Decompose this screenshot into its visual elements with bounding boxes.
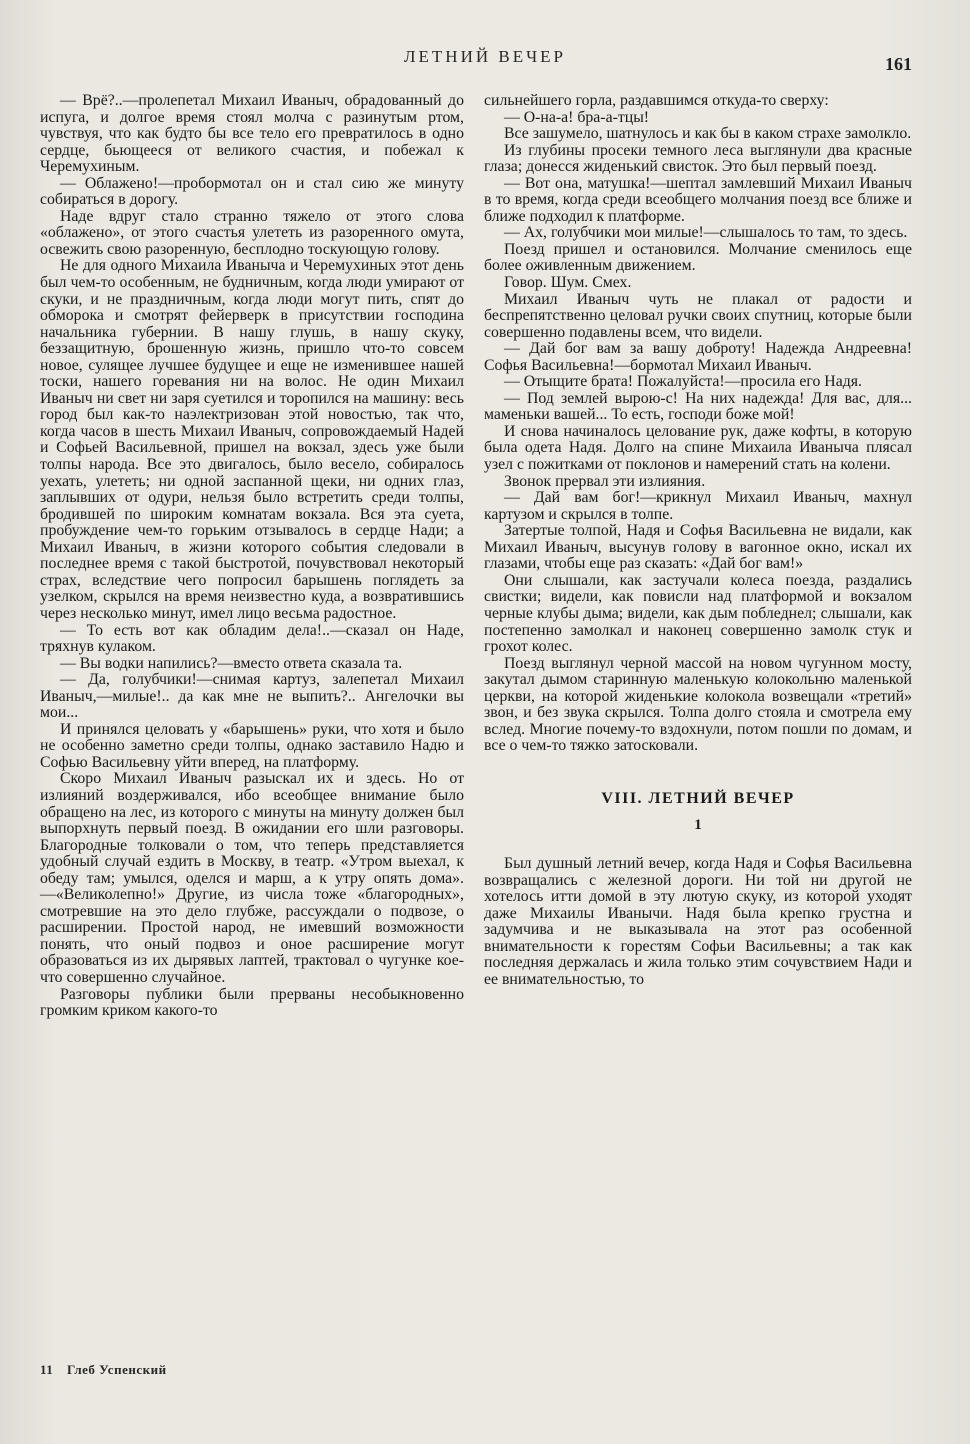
- running-title: ЛЕТНИЙ ВЕЧЕР: [404, 47, 566, 66]
- section-number: 1: [694, 817, 702, 834]
- paragraph: — Под землей вырою-с! На них надежда! Для вас, для... маменьки вашей... То есть, господи боже мой!: [484, 389, 912, 424]
- paragraph: — Да, голубчики!—снимая картуз, залепетал Михаил Иваныч,—милые!.. да как мне не выпить?.. Ангелочки вы мои...: [40, 671, 464, 722]
- paragraph: Из глубины просеки темного леса выглянули два красные глаза; донесся жиденький свисток. Это был первый поезд.: [484, 141, 912, 176]
- paragraph: — О-на-а! бра-а-тцы!: [504, 108, 650, 126]
- paragraph: Был душный летний вечер, когда Надя и Софья Васильевна возвращались с железной дороги. Ни той ни другой не хотелось итти домой в эту лютую скуку, из которой уходят даже Михаилы Иванычи. Надя была крепко грустна и задумчива и не выказывала на этот раз особенной внимательности к горестям Софьи Васильевны; а так как последняя держалась и жила только этим сочувствием Нади и ее внимательностью, то: [484, 854, 912, 988]
- paragraph: — Вы водки напились?—вместо ответа сказала та.: [60, 654, 403, 672]
- paragraph: — Ах, голубчики мои милые!—слышалось то там, то здесь.: [504, 224, 908, 242]
- paragraph: Говор. Шум. Смех.: [504, 274, 632, 292]
- paragraph: Разговоры публики были прерваны несобыкновенно громким криком какого-то: [40, 985, 464, 1020]
- page-footer: [40, 1362, 167, 1378]
- paragraph: — Дай вам бог!—крикнул Михаил Иваныч, махнул картузом и скрылся в толпе.: [484, 489, 912, 523]
- paragraph: И снова начиналось целование рук, даже кофты, в которую была одета Надя. Долго на спине Михаила Иваныча плясал узел с пожитками от поклонов и намерений стать на колени.: [484, 422, 912, 474]
- paragraph: Они слышали, как застучали колеса поезда, раздались свистки; видели, как повисли над платформой и вокзалом черные клубы дыма; видели, как дым побледнел; слышали, как постепенно замолкал и наконец совершенно замолк стук и грохот колес.: [484, 571, 912, 656]
- paragraph: — Дай бог вам за вашу доброту! Надежда Андреевна! Софья Васильевна!—бормотал Михаил Иваныч.: [484, 340, 912, 374]
- paragraph: Затертые толпой, Надя и Софья Васильевна не видали, как Михаил Иваныч, высунув голову в вагонное окно, искал их глазами, чтобы еще раз сказать: «Дай бог вам!»: [484, 522, 912, 573]
- paragraph: Михаил Иваныч чуть не плакал от радости и беспрепятственно целовал ручки своих спутниц, которые были совершенно подавлены всем, что видели.: [484, 290, 912, 341]
- paragraph: — Врё?..—пролепетал Михаил Иваныч, обрадованный до испуга, и долгое время стоял молча с разинутым ртом, чувствуя, что как будто бы все тело его превратилось в одно сердце, бьющееся от великого счастия, и побежал к Черемухиным.: [40, 92, 464, 176]
- paragraph: Не для одного Михаила Иваныча и Черемухиных этот день был чем-то особенным, не будничным, когда люди умирают от скуки, и не праздничным, когда люди могут пить, спят до обморока и смотрят фейерверк в присутствии господина начальника губернии. В нашу глушь, в нашу скуку, беззащитную, брошенную жизнь, пришло что-то совсем новое, сулящее лучшее будущее и еще не изменившее нашей тоски, нашего горевания ни на волос. Не один Михаил Иваныч ни свет ни заря суетился и торопился на машину: весь город был как-то наэлектризован этой новостью, так что, когда часов в шесть Михаил Иваныч, сопровождаемый Надей и Софьей Васильевной, пришел на вокзал, здесь уже были толпы народа. Все это двигалось, было весело, собиралось уехать, улететь; ни одной заспанной щеки, ни одних глаз, заплывших от одури, нельзя было встретить среди толпы, бродившей по широким комнатам вокзала. Вся эта суета, пробуждение чем-то горьким отзывалось в сердце Нади; а Михаил Иваныч, в жизни которого события следовали в последнее время с такой быстротой, почувствовал некоторый страх, вследствие чего попросил барышень поглядеть за узелком, скрылся на время неизвестно куда, а возвратившись через несколько минут, имел лицо весьма радостное.: [40, 257, 464, 622]
- page-number: 161: [885, 54, 912, 74]
- paragraph: Поезд выглянул черной массой на новом чугунном мосту, закутал дымом старинную маленькую колокольню маленькой церкви, на которой жиденькие колокола возвещали «третий» звон, и без звука скрылся. Толпа долго стояла и смотрела ему вслед. Многие почему-то вздохнули, потом пошли по домам, и все о чем-то тяжко затосковали.: [484, 654, 912, 755]
- paragraph: — Вот она, матушка!—шептал замлевший Михаил Иваныч в то время, когда среди всеобщего молчания поезд все ближе и ближе подходил к платформе.: [484, 174, 912, 225]
- paragraph: Звонок прервал эти излияния.: [504, 472, 706, 490]
- paragraph: Наде вдруг стало странно тяжело от этого слова «облажено», от этого счастья улететь из разоренного омута, освежить свою разоренную, бесплодно тоскующую голову.: [40, 207, 464, 258]
- left-column: [40, 93, 464, 1020]
- right-column-text: [484, 93, 912, 755]
- paragraph: — Облажено!—пробормотал он и стал сию же минуту собираться в дорогу.: [40, 174, 464, 209]
- paragraph: И принялся целовать у «барышень» руки, что хотя и было не особенно заметно среди толпы, однако заставило Надю и Софью Васильевну уйти вперед, на платформу.: [40, 720, 464, 771]
- paragraph: Все зашумело, шатнулось и как бы в каком страхе замолкло.: [504, 125, 912, 143]
- chapter-text: [484, 856, 912, 988]
- paragraph: Поезд пришел и остановился. Молчание сменилось еще более оживленным движением.: [484, 240, 912, 275]
- paragraph: — То есть вот как обладим дела!..—сказал он Наде, тряхнув кулаком.: [40, 621, 464, 656]
- paragraph: сильнейшего горла, раздавшимся откуда-то сверху:: [484, 92, 829, 109]
- paragraph: Скоро Михаил Иваныч разыскал их и здесь. Но от излияний воздерживался, ибо всеобщее внимание было обращено на лес, из которого с минуты на минуту должен был выпорхнуть первый поезд. В ожидании его шли разговоры. Благородные толковали о том, что теперь представляется удобный случай ездить в Москву, в театр. «Утром выехал, к обеду там; умылся, оделся и марш, а к утру опять дома».—«Великолепно!» Другие, из числа тоже «благородных», смотревшие на это дело глубже, рассуждали о подвозе, о расширении. Простой народ, не имевший возможности понять, что оный подвоз и оное расширение могут образоваться из их дырявых лаптей, трактовал о чугунке кое-что совершенно случайное.: [40, 770, 464, 986]
- chapter-title: VIII. ЛЕТНИЙ ВЕЧЕР: [601, 789, 795, 807]
- footer-author: Глеб Успенский: [67, 1362, 167, 1377]
- right-column: [484, 93, 912, 988]
- signature-mark: 11: [40, 1362, 54, 1377]
- paragraph: — Отыщите брата! Пожалуйста!—просила его Надя.: [504, 373, 862, 391]
